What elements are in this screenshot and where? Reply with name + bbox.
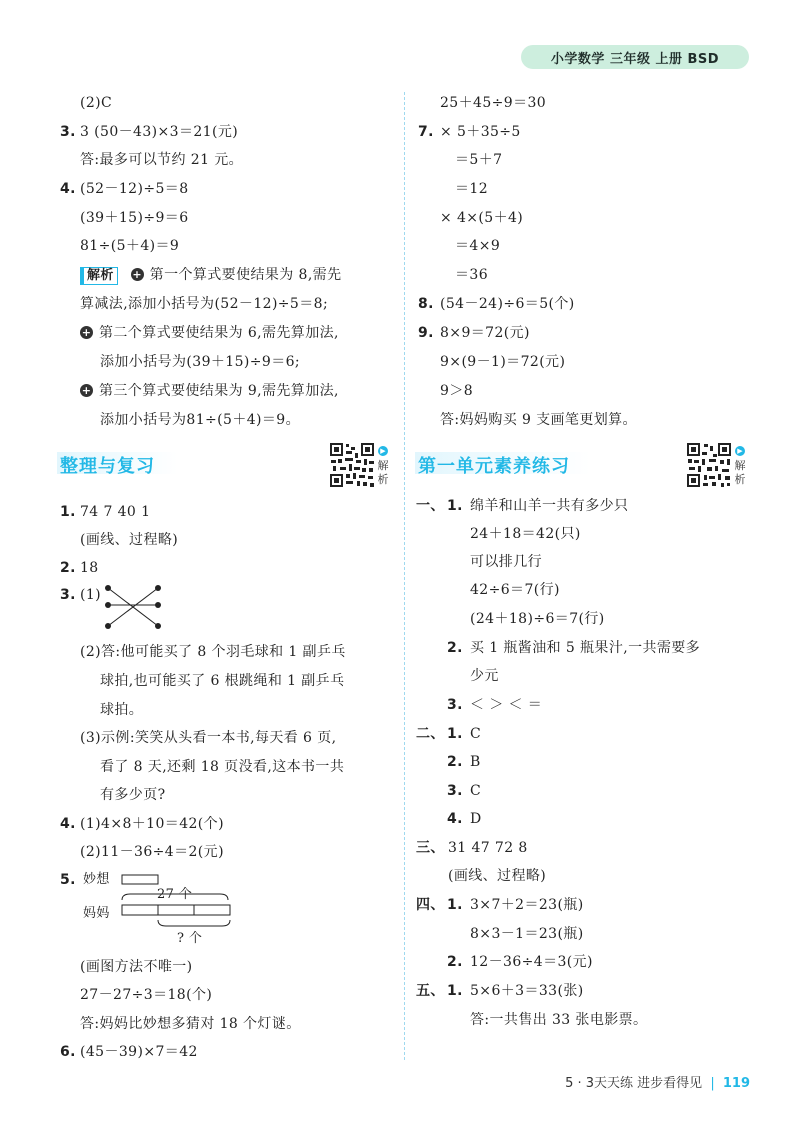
q7-line-2: ＝5＋7 xyxy=(455,152,503,168)
s3-answer: 31 47 72 8 xyxy=(448,840,528,856)
q7-line-5: ＝4×9 xyxy=(455,238,501,254)
s2-number: 二、 xyxy=(416,726,445,742)
review-q1-note: (画线、过程略) xyxy=(80,532,179,548)
analysis-line-4: 添加小括号为(39＋15)÷9＝6; xyxy=(100,354,301,370)
plus-icon: + xyxy=(132,268,142,281)
review-section-title: 整理与复习 xyxy=(60,456,155,477)
s4-q1-l1: 3×7＋2＝23(瓶) xyxy=(470,897,584,913)
review-q3-p3b: 看了 8 天,还剩 18 页没看,这本书一共 xyxy=(100,759,345,775)
s4-number: 四、 xyxy=(416,897,445,913)
q4-line-2: (39＋15)÷9＝6 xyxy=(80,210,189,226)
q7-line-6: ＝36 xyxy=(455,267,489,283)
right-top-line: 25＋45÷9＝30 xyxy=(440,95,547,111)
s4-q1-l2: 8×3－1＝23(瓶) xyxy=(470,926,584,942)
review-q1-answer: 74 7 40 1 xyxy=(80,504,151,520)
play-arrow-icon: ▶ xyxy=(735,446,745,456)
s4-q1-number: 1. xyxy=(447,897,463,913)
analysis-tag: 解析 xyxy=(80,267,118,285)
q7-line-1: × 5＋35÷5 xyxy=(440,124,521,140)
analysis-line-5 xyxy=(80,381,339,401)
matching-lines-diagram xyxy=(100,582,166,632)
review-q5-calc: 27－27÷3＝18(个) xyxy=(80,987,213,1003)
review-q2-answer: 18 xyxy=(80,560,99,576)
review-q5-answer: 答:妈妈比妙想多猜对 18 个灯谜。 xyxy=(80,1016,301,1032)
header-badge: 小学数学 三年级 上册 BSD xyxy=(521,45,749,69)
analysis-text-1: 第一个算式要使结果为 8,需先 xyxy=(149,267,342,283)
analysis-line-3 xyxy=(80,323,339,343)
q7-line-4: × 4×(5＋4) xyxy=(440,210,524,226)
s2-q2-number: 2. xyxy=(447,754,463,770)
review-q6-number: 6. xyxy=(60,1044,76,1060)
review-q3-p3c: 有多少页? xyxy=(100,787,166,803)
plus-icon: + xyxy=(81,326,92,339)
q9-number: 9. xyxy=(418,325,434,341)
s1-q1-l1: 绵羊和山羊一共有多少只 xyxy=(470,498,629,514)
q4-line-3: 81÷(5＋4)＝9 xyxy=(80,238,180,254)
review-q4-a: (1)4×8＋10＝42(个) xyxy=(80,816,224,832)
s5-answer: 答:一共售出 33 张电影票。 xyxy=(470,1012,648,1028)
qr-label-2: 析 xyxy=(734,473,746,486)
q9-line-2: 9×(9－1)＝72(元) xyxy=(440,354,566,370)
q9-answer: 答:妈妈购买 9 支画笔更划算。 xyxy=(440,412,637,428)
s2-q2-answer: B xyxy=(470,754,481,770)
label-mama: 妈妈 xyxy=(83,906,110,921)
s2-q1-answer: C xyxy=(470,726,482,742)
s4-q2-answer: 12－36÷4＝3(元) xyxy=(470,954,593,970)
s5-q1-l1: 5×6＋3＝33(张) xyxy=(470,983,584,999)
q3-number: 3. xyxy=(60,124,76,140)
s1-q3-number: 3. xyxy=(447,697,463,713)
analysis-line-2: 算减法,添加小括号为(52－12)÷5＝8; xyxy=(80,296,329,312)
qr-label-2: 析 xyxy=(377,473,389,486)
q7-number: 7. xyxy=(418,124,434,140)
q8-number: 8. xyxy=(418,296,434,312)
page-number: 119 xyxy=(722,1076,750,1091)
review-q4-b: (2)11－36÷4＝2(元) xyxy=(80,844,224,860)
s5-q1-number: 1. xyxy=(447,983,463,999)
bar-model-diagram xyxy=(120,872,235,936)
s1-q3-answer: ＜ ＞ ＜ ＝ xyxy=(470,697,543,713)
play-arrow-icon: ▶ xyxy=(378,446,388,456)
bar-top-label: 27 个 xyxy=(157,887,193,902)
qr-label-1: 解 xyxy=(377,459,389,472)
s1-q2-b: 少元 xyxy=(470,668,499,684)
s2-q3-answer: C xyxy=(470,783,482,799)
q7-line-3: ＝12 xyxy=(455,181,489,197)
bar-bottom-label: ? 个 xyxy=(177,931,203,946)
review-q1-number: 1. xyxy=(60,504,76,520)
s2-q3-number: 3. xyxy=(447,783,463,799)
page-footer xyxy=(565,1072,750,1091)
footer-slogan: 5 · 3天天练 进步看得见 xyxy=(565,1076,703,1091)
qr-label-1: 解 xyxy=(734,459,746,472)
s1-q2-a: 买 1 瓶酱油和 5 瓶果汁,一共需要多 xyxy=(470,640,701,656)
s1-q1-number: 1. xyxy=(447,498,463,514)
s1-q1-l2: 24＋18＝42(只) xyxy=(470,526,581,542)
column-divider xyxy=(404,92,405,1060)
review-q3-part1: (1) xyxy=(80,587,102,603)
review-q5-number: 5. xyxy=(60,872,76,888)
footer-separator: | xyxy=(710,1076,715,1091)
q3-calc: 3 (50－43)×3＝21(元) xyxy=(80,124,239,140)
s2-q4-number: 4. xyxy=(447,811,463,827)
qr-code-icon[interactable] xyxy=(685,441,733,489)
s3-number: 三、 xyxy=(416,840,445,856)
s1-q1-l4: 42÷6＝7(行) xyxy=(470,582,560,598)
analysis-line-6: 添加小括号为81÷(5＋4)＝9。 xyxy=(100,412,300,428)
analysis-text-5: 第三个算式要使结果为 9,需先算加法, xyxy=(99,383,339,399)
s3-note: (画线、过程略) xyxy=(448,868,547,884)
label-miaoxiang: 妙想 xyxy=(83,872,110,887)
q9-line-3: 9＞8 xyxy=(440,383,474,399)
s1-q1-l3: 可以排几行 xyxy=(470,554,542,570)
q8-answer: (54－24)÷6＝5(个) xyxy=(440,296,575,312)
answer-2c: (2)C xyxy=(80,95,113,111)
review-q3-p2a: (2)答:他可能买了 8 个羽毛球和 1 副乒乓 xyxy=(80,644,346,660)
analysis-text-3: 第二个算式要使结果为 6,需先算加法, xyxy=(99,325,339,341)
review-q4-number: 4. xyxy=(60,816,76,832)
review-q5-note: (画图方法不唯一) xyxy=(80,959,193,975)
s2-q4-answer: D xyxy=(470,811,482,827)
s4-q2-number: 2. xyxy=(447,954,463,970)
s2-q1-number: 1. xyxy=(447,726,463,742)
qr-code-icon[interactable] xyxy=(328,441,376,489)
plus-icon: + xyxy=(81,384,92,397)
q4-number: 4. xyxy=(60,181,76,197)
s1-number: 一、 xyxy=(416,498,445,514)
review-q3-p2c: 球拍。 xyxy=(100,702,144,718)
s5-number: 五、 xyxy=(416,983,445,999)
q3-answer: 答:最多可以节约 21 元。 xyxy=(80,152,244,168)
s1-q2-number: 2. xyxy=(447,640,463,656)
analysis-line-1 xyxy=(80,265,341,285)
q9-line-1: 8×9＝72(元) xyxy=(440,325,530,341)
review-q2-number: 2. xyxy=(60,560,76,576)
review-q3-p3a: (3)示例:笑笑从头看一本书,每天看 6 页, xyxy=(80,730,337,746)
q4-line-1: (52－12)÷5＝8 xyxy=(80,181,189,197)
review-q3-number: 3. xyxy=(60,587,76,603)
review-q6-answer: (45－39)×7＝42 xyxy=(80,1044,198,1060)
review-q3-p2b: 球拍,也可能买了 6 根跳绳和 1 副乒乓 xyxy=(100,673,345,689)
unit-section-title: 第一单元素养练习 xyxy=(418,456,570,477)
s1-q1-l5: (24＋18)÷6＝7(行) xyxy=(470,611,605,627)
